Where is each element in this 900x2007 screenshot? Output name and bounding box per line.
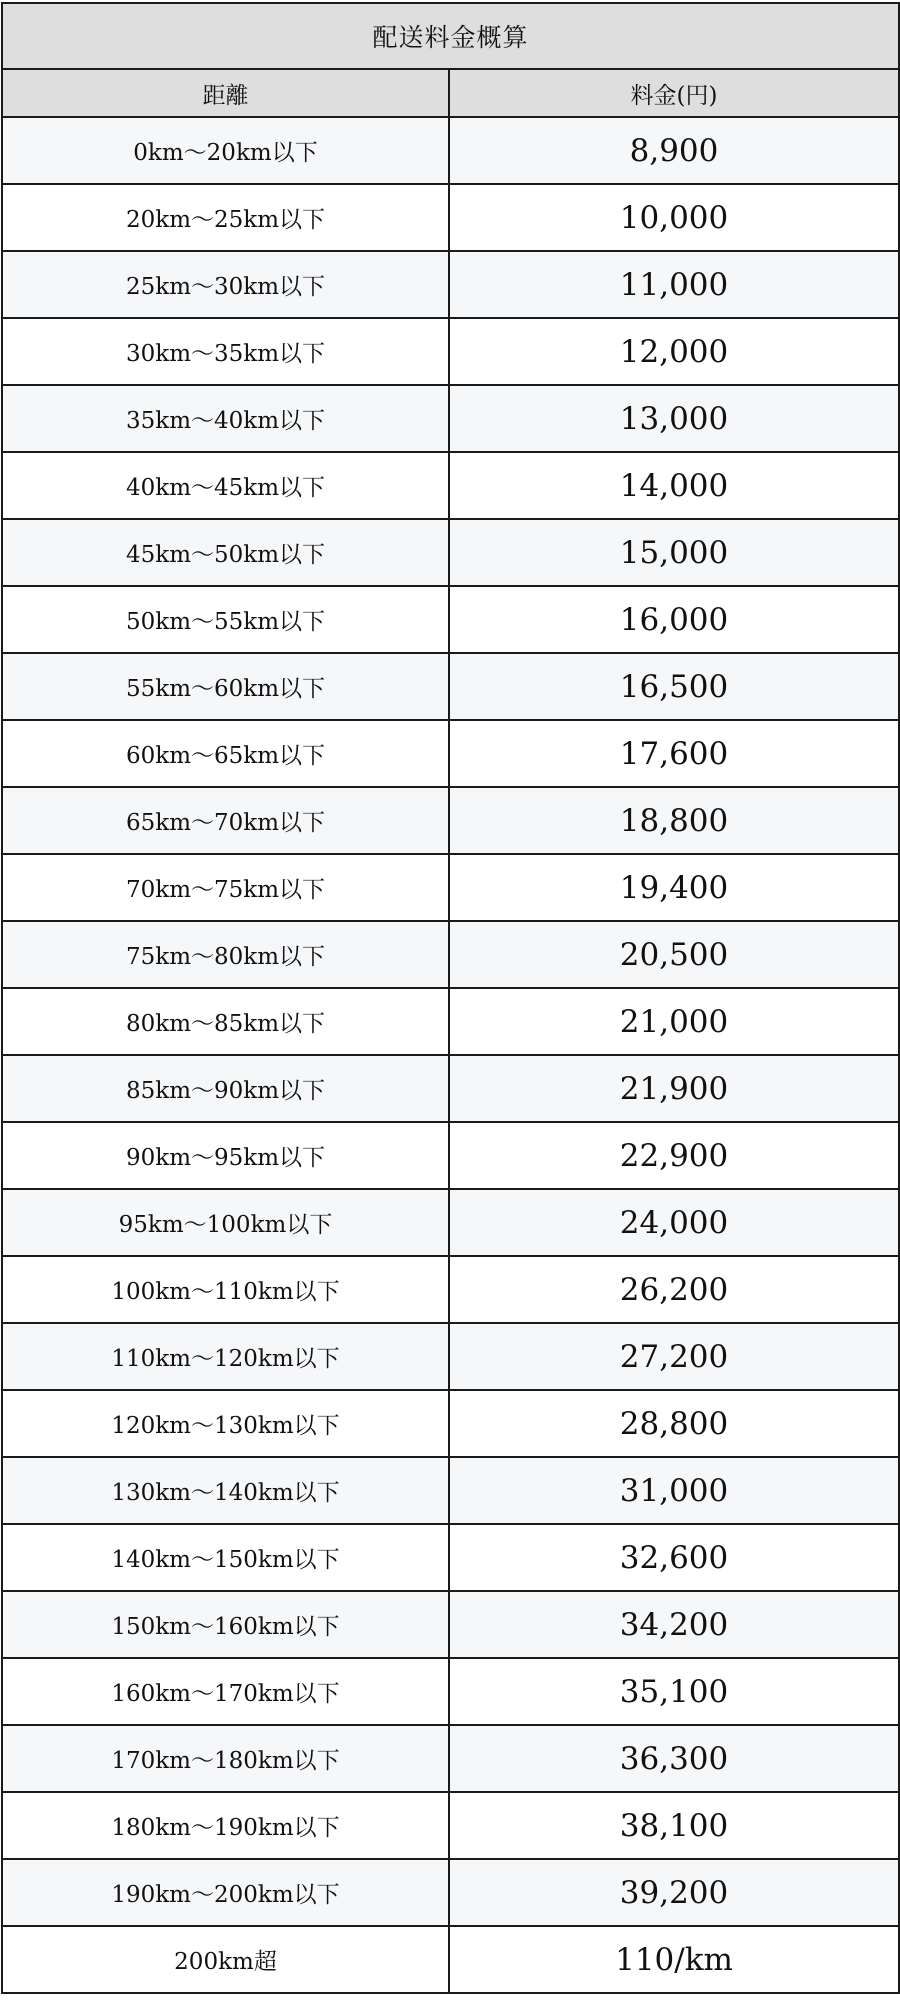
header-row: [2, 69, 899, 117]
fee-cell: 27,200: [449, 1323, 899, 1390]
fee-cell: 34,200: [449, 1591, 899, 1658]
fee-cell: 16,000: [449, 586, 899, 653]
distance-cell: 70km～75km以下: [2, 854, 449, 921]
distance-cell: 170km～180km以下: [2, 1725, 449, 1792]
distance-cell: 190km～200km以下: [2, 1859, 449, 1926]
distance-cell: 150km～160km以下: [2, 1591, 449, 1658]
table-row: [2, 385, 899, 452]
table-row: [2, 854, 899, 921]
distance-cell: 0km～20km以下: [2, 117, 449, 184]
distance-cell: 95km～100km以下: [2, 1189, 449, 1256]
fee-cell: 16,500: [449, 653, 899, 720]
distance-cell: 200km超: [2, 1926, 449, 1993]
distance-cell: 40km～45km以下: [2, 452, 449, 519]
distance-cell: 60km～65km以下: [2, 720, 449, 787]
fee-cell: 20,500: [449, 921, 899, 988]
table-row: [2, 1591, 899, 1658]
distance-cell: 85km～90km以下: [2, 1055, 449, 1122]
fee-cell: 10,000: [449, 184, 899, 251]
distance-cell: 130km～140km以下: [2, 1457, 449, 1524]
fee-cell: 21,900: [449, 1055, 899, 1122]
table-row: [2, 720, 899, 787]
table-row: [2, 1457, 899, 1524]
table-row: [2, 1792, 899, 1859]
table-row: [2, 184, 899, 251]
fee-cell: 35,100: [449, 1658, 899, 1725]
table-title: 配送料金概算: [2, 3, 899, 69]
distance-cell: 100km～110km以下: [2, 1256, 449, 1323]
distance-cell: 120km～130km以下: [2, 1390, 449, 1457]
table-row: [2, 586, 899, 653]
distance-cell: 20km～25km以下: [2, 184, 449, 251]
table-row: [2, 1390, 899, 1457]
table-row: [2, 318, 899, 385]
fee-cell: 38,100: [449, 1792, 899, 1859]
fee-cell: 11,000: [449, 251, 899, 318]
table-row: [2, 1926, 899, 1993]
fee-cell: 19,400: [449, 854, 899, 921]
fee-cell: 26,200: [449, 1256, 899, 1323]
fee-cell: 15,000: [449, 519, 899, 586]
table-row: [2, 653, 899, 720]
fee-header: 料金(円): [449, 69, 899, 117]
distance-cell: 110km～120km以下: [2, 1323, 449, 1390]
fee-cell: 39,200: [449, 1859, 899, 1926]
distance-cell: 65km～70km以下: [2, 787, 449, 854]
table-row: [2, 787, 899, 854]
table-row: [2, 1524, 899, 1591]
fee-cell: 31,000: [449, 1457, 899, 1524]
distance-cell: 55km～60km以下: [2, 653, 449, 720]
distance-cell: 160km～170km以下: [2, 1658, 449, 1725]
fee-cell: 14,000: [449, 452, 899, 519]
table-row: [2, 251, 899, 318]
table-row: [2, 1725, 899, 1792]
distance-cell: 45km～50km以下: [2, 519, 449, 586]
table-row: [2, 117, 899, 184]
table-row: [2, 1256, 899, 1323]
distance-cell: 75km～80km以下: [2, 921, 449, 988]
fee-cell: 13,000: [449, 385, 899, 452]
table-row: [2, 1859, 899, 1926]
distance-cell: 50km～55km以下: [2, 586, 449, 653]
table-row: [2, 921, 899, 988]
fee-cell: 18,800: [449, 787, 899, 854]
table-row: [2, 1323, 899, 1390]
table-row: [2, 1189, 899, 1256]
distance-cell: 90km～95km以下: [2, 1122, 449, 1189]
distance-cell: 80km～85km以下: [2, 988, 449, 1055]
distance-cell: 25km～30km以下: [2, 251, 449, 318]
fee-cell: 36,300: [449, 1725, 899, 1792]
fee-cell: 22,900: [449, 1122, 899, 1189]
fee-cell: 17,600: [449, 720, 899, 787]
fee-cell: 110/km: [449, 1926, 899, 1993]
delivery-fee-table: [1, 2, 900, 1994]
table-row: [2, 452, 899, 519]
table-row: [2, 988, 899, 1055]
table-row: [2, 1055, 899, 1122]
table-row: [2, 1658, 899, 1725]
fee-cell: 12,000: [449, 318, 899, 385]
fee-cell: 32,600: [449, 1524, 899, 1591]
fee-cell: 24,000: [449, 1189, 899, 1256]
distance-cell: 35km～40km以下: [2, 385, 449, 452]
fee-cell: 28,800: [449, 1390, 899, 1457]
distance-cell: 140km～150km以下: [2, 1524, 449, 1591]
table-row: [2, 1122, 899, 1189]
table-body: [2, 117, 899, 1993]
distance-cell: 30km～35km以下: [2, 318, 449, 385]
distance-header: 距離: [2, 69, 449, 117]
distance-cell: 180km～190km以下: [2, 1792, 449, 1859]
fee-cell: 8,900: [449, 117, 899, 184]
fee-cell: 21,000: [449, 988, 899, 1055]
table-row: [2, 519, 899, 586]
